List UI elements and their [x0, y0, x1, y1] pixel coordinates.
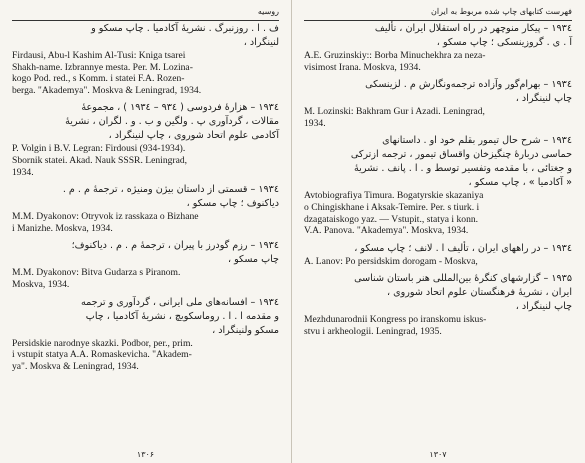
bibliography-entry [304, 134, 572, 236]
persian-citation: ۱۹۳٤ – هزارهٔ فردوسی ( ۹۳٤ – ۱۹۳٤ ) ، مجموعهٔ مقالات ، گردآوری پ . ولگین و ب . و . لگران ، نشریهٔ آکادمی علوم اتحاد شوروی ، چاپ لنینگراد ، [65, 102, 279, 142]
bibliography-entry [304, 78, 572, 129]
entries-right [304, 22, 572, 343]
persian-citation: ۱۹۳٤ – رزم گودرز با پیران ، ترجمهٔ م . م . دیاکنوف؛ چاپ مسکو ، [71, 240, 279, 266]
bibliography-entry [12, 296, 279, 373]
latin-citation: M. Lozinski: Bakhram Gur i Azadi. Leningrad, 1934. [304, 106, 485, 129]
persian-citation: ۱۹۳٤ – شرح حال تیمور بقلم خود او . داستانهای حماسی دربارهٔ چنگیزخان واقساق تیمور ، ترجمه ازترکی و جغتائی ، با مقدمه وتفسیر توسط و . ا . پانف . نشریهٔ « آکادمیا » ، چاپ مسکو ، [350, 135, 572, 189]
bibliography-entry [304, 242, 572, 268]
bibliography-entry [12, 22, 279, 96]
latin-citation: Avtobiografiya Timura. Bogatyrskie skazaniya o Chingiskhane i Aksak-Temire. Per. s tiurk. i dzagataiskogo yaz. — Vstupit., statya i konn. V.A. Panova. "Akademya". Moskva, 1934. [304, 190, 484, 237]
bibliography-entry [12, 183, 279, 234]
left-page [0, 0, 292, 463]
page-number-left: ۱۳۰۶ [136, 450, 155, 459]
latin-citation: P. Volgin i B.V. Legran: Firdousi (934-1934). Sbornik statei. Akad. Nauk SSSR. Leningrad, 1934. [12, 143, 188, 178]
page-number-right: ۱۳۰۷ [429, 450, 447, 459]
latin-citation: Firdausi, Abu-l Kashim Al-Tusi: Kniga tsarei Shakh-name. Izbrannye mesta. Per. M. Lozina- kogo Pod. red., s Komm. i statei F.A. Rozen- berga. "Akademya". Moskva & Leningrad, 1934. [12, 50, 202, 96]
persian-citation: ۱۹۳٤ – در راههای ایران ، تألیف ا . لانف ؛ چاپ مسکو ، [354, 242, 572, 254]
running-head-right: فهرست کتابهای چاپ شده مربوط به ایران [304, 6, 572, 21]
persian-citation: ۱۹۳٤ – افسانه‌های ملی ایرانی ، گردآوری و ترجمه و مقدمه ا . ا . روماسکویچ ، نشریهٔ آکادمیا ، چاپ مسکو ولنینگراد ، [80, 296, 279, 336]
bibliography-entry [304, 272, 572, 337]
latin-citation: M.M. Dyakonov: Bitva Gudarza s Piranom. Moskva, 1934. [12, 267, 181, 290]
latin-citation: A. Lanov: Po persidskim dorogam - Moskva, [304, 255, 478, 267]
latin-citation: A.E. Gruzinskiy:: Borba Minuchekhra za neza- visimost Irana. Moskva, 1934. [304, 50, 486, 73]
bibliography-entry [12, 101, 279, 178]
latin-citation: M.M. Dyakonov: Otryvok iz rasskaza o Bizhane i Manizhe. Moskva, 1934. [12, 211, 199, 234]
persian-citation: ۱۹۳٤ – پیکار منوچهر در راه استقلال ایران ، تألیف آ . ی . گروزینسکی ؛ چاپ مسکو ، [374, 23, 572, 48]
persian-citation: ف . ا . روزنبرگ . نشریهٔ آکادمیا . چاپ مسکو و لنینگراد ، [91, 23, 279, 48]
right-page [292, 0, 584, 463]
persian-citation: ۱۹۳٤ – قسمتی از داستان بیژن ومنیژه ، ترجمهٔ م . م . دیاکنوف ؛ چاپ مسکو ، [62, 184, 279, 210]
bibliography-entry [12, 239, 279, 290]
persian-citation: ۱۹۳٤ – بهرام‌گور وآزاده ترجمه‌ونگارش م . لزینسکی چاپ لنینگراد ، [365, 79, 572, 105]
bibliography-entry [304, 22, 572, 73]
latin-citation: Persidskie narodnye skazki. Podbor, per., prim. i vstupit statya A.A. Romaskevicha. "Akadem- ya". Moskva & Leningrad, 1934. [12, 337, 193, 372]
persian-citation: ۱۹۳۵ – گزارشهای کنگرهٔ بین‌المللی هنر باستان شناسی ایران ، نشریهٔ فرهنگستان علوم اتحاد شوروی ، چاپ لنینگراد ، [354, 273, 572, 313]
entries-left [12, 22, 279, 377]
running-head-left: روسیه [12, 6, 279, 21]
latin-citation: Mezhdunarodnii Kongress po iranskomu iskus- stvu i arkheologii. Leningrad, 1935. [304, 314, 487, 337]
